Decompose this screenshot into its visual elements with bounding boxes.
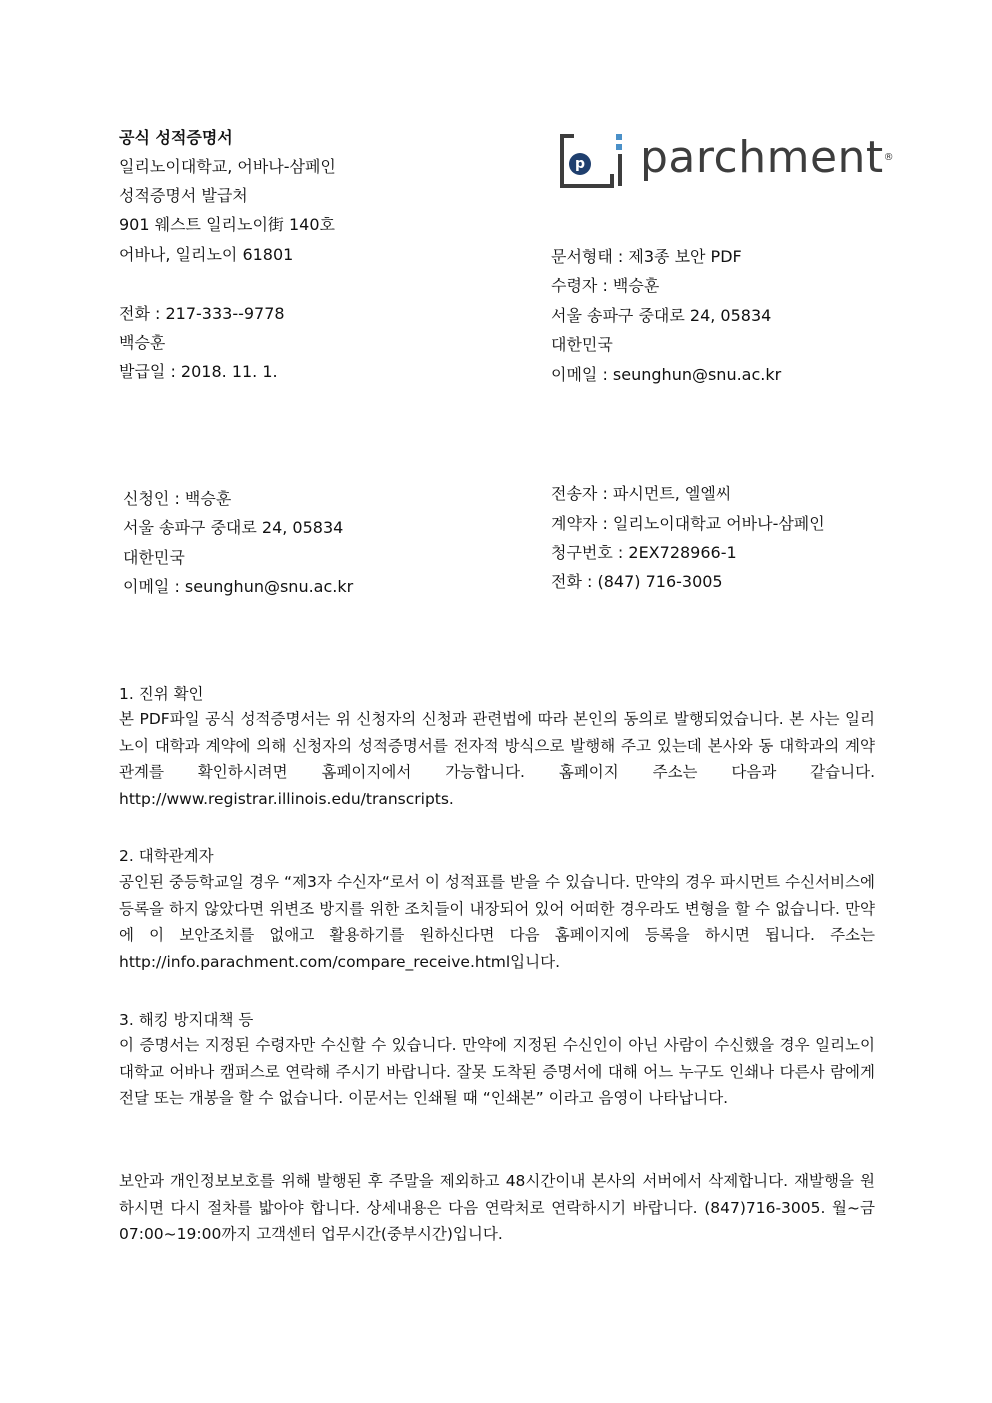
sender-contractor: 계약자 : 일리노이대학교 어바나-삼페인 xyxy=(551,514,825,533)
issuer-university: 일리노이대학교, 어바나-삼페인 xyxy=(119,157,336,176)
issuer-office: 성적증명서 발급처 xyxy=(119,186,248,205)
parchment-logo-word: parchment xyxy=(640,132,884,183)
applicant-email: 이메일 : seunghun@snu.ac.kr xyxy=(123,577,354,596)
applicant-name: 신청인 : 백승훈 xyxy=(123,489,232,508)
issuer-name: 백승훈 xyxy=(119,333,166,352)
issuer-city: 어바나, 일리노이 61801 xyxy=(119,245,294,264)
issuer-phone: 전화 : 217-333--9778 xyxy=(119,304,285,323)
recipient-email: 이메일 : seunghun@snu.ac.kr xyxy=(551,365,782,384)
section-1-heading: 1. 진위 확인 xyxy=(119,685,204,703)
issue-date: 발급일 : 2018. 11. 1. xyxy=(119,362,278,381)
sender-billing-number: 청구번호 : 2EX728966-1 xyxy=(551,543,737,562)
applicant-address: 서울 송파구 중대로 24, 05834 xyxy=(123,518,344,537)
sender-name: 전송자 : 파시먼트, 엘엘씨 xyxy=(551,484,732,503)
sender-phone: 전화 : (847) 716-3005 xyxy=(551,572,723,591)
applicant-country: 대한민국 xyxy=(123,548,185,567)
recipient-address: 서울 송파구 중대로 24, 05834 xyxy=(551,306,772,325)
recipient-country: 대한민국 xyxy=(551,335,613,354)
section-3-heading: 3. 해킹 방지대책 등 xyxy=(119,1011,254,1029)
section-1-body: 본 PDF파일 공식 성적증명서는 위 신청자의 신청과 관련법에 따라 본인의 동의로 발행되었습니다. 본 사는 일리노이 대학과 계약에 의해 신청자의 성적증명서를 전자적 방식으로 발행해 주고 있는데 본사와 동 대학과의 계약관계를 확인하시려면 홈페이지에서 가능합니다. 홈페이지 주소는 다음과 같습니다. http://www.registrar.illinois.edu/transcripts. xyxy=(119,710,875,809)
parchment-logo-mark-letter: p xyxy=(574,156,586,172)
recipient-receiver: 수령자 : 백승훈 xyxy=(551,276,660,295)
parchment-logo-text xyxy=(640,130,894,186)
parchment-logo xyxy=(560,130,895,190)
doc-title: 공식 성적증명서 xyxy=(119,128,233,147)
closing-paragraph: 보안과 개인정보보호를 위해 발행된 후 주말을 제외하고 48시간이내 본사의 서버에서 삭제합니다. 재발행을 원하시면 다시 절차를 밟아야 합니다. 상세내용은 다음 연락처로 연락하시기 바랍니다. (847)716-3005. 월~금 07:00~19:00까지 고객센터 업무시간(중부시간)입니다. xyxy=(119,1172,875,1244)
issuer-street: 901 웨스트 일리노이街 140호 xyxy=(119,215,335,234)
section-2-heading: 2. 대학관계자 xyxy=(119,847,214,865)
section-2-body: 공인된 중등학교일 경우 “제3자 수신자“로서 이 성적표를 받을 수 있습니다. 만약의 경우 파시먼트 수신서비스에 등록을 하지 않았다면 위변조 방지를 위한 조치들이 내장되어 있어 어떠한 경우라도 변형을 할 수 없습니다. 만약에 이 보안조치를 없애고 활용하기를 원하신다면 다음 홈페이지에 등록을 하시면 됩니다. 주소는 http://info.parachment.com/compare_receive.html입니다. xyxy=(119,873,875,972)
section-3-body: 이 증명서는 지정된 수령자만 수신할 수 있습니다. 만약에 지정된 수신인이 아닌 사람이 수신했을 경우 일리노이 대학교 어바나 캠퍼스로 연락해 주시기 바랍니다. 잘못 도착된 증명서에 대해 어느 누구도 인쇄나 다른사 람에게 전달 또는 개봉을 할 수 없습니다. 이문서는 인쇄될 때 “인쇄본” 이라고 음영이 나타납니다. xyxy=(119,1036,875,1108)
recipient-doc-type: 문서형태 : 제3종 보안 PDF xyxy=(551,247,742,266)
trademark-symbol: ® xyxy=(883,152,895,163)
parchment-logo-mark-icon xyxy=(560,130,630,190)
